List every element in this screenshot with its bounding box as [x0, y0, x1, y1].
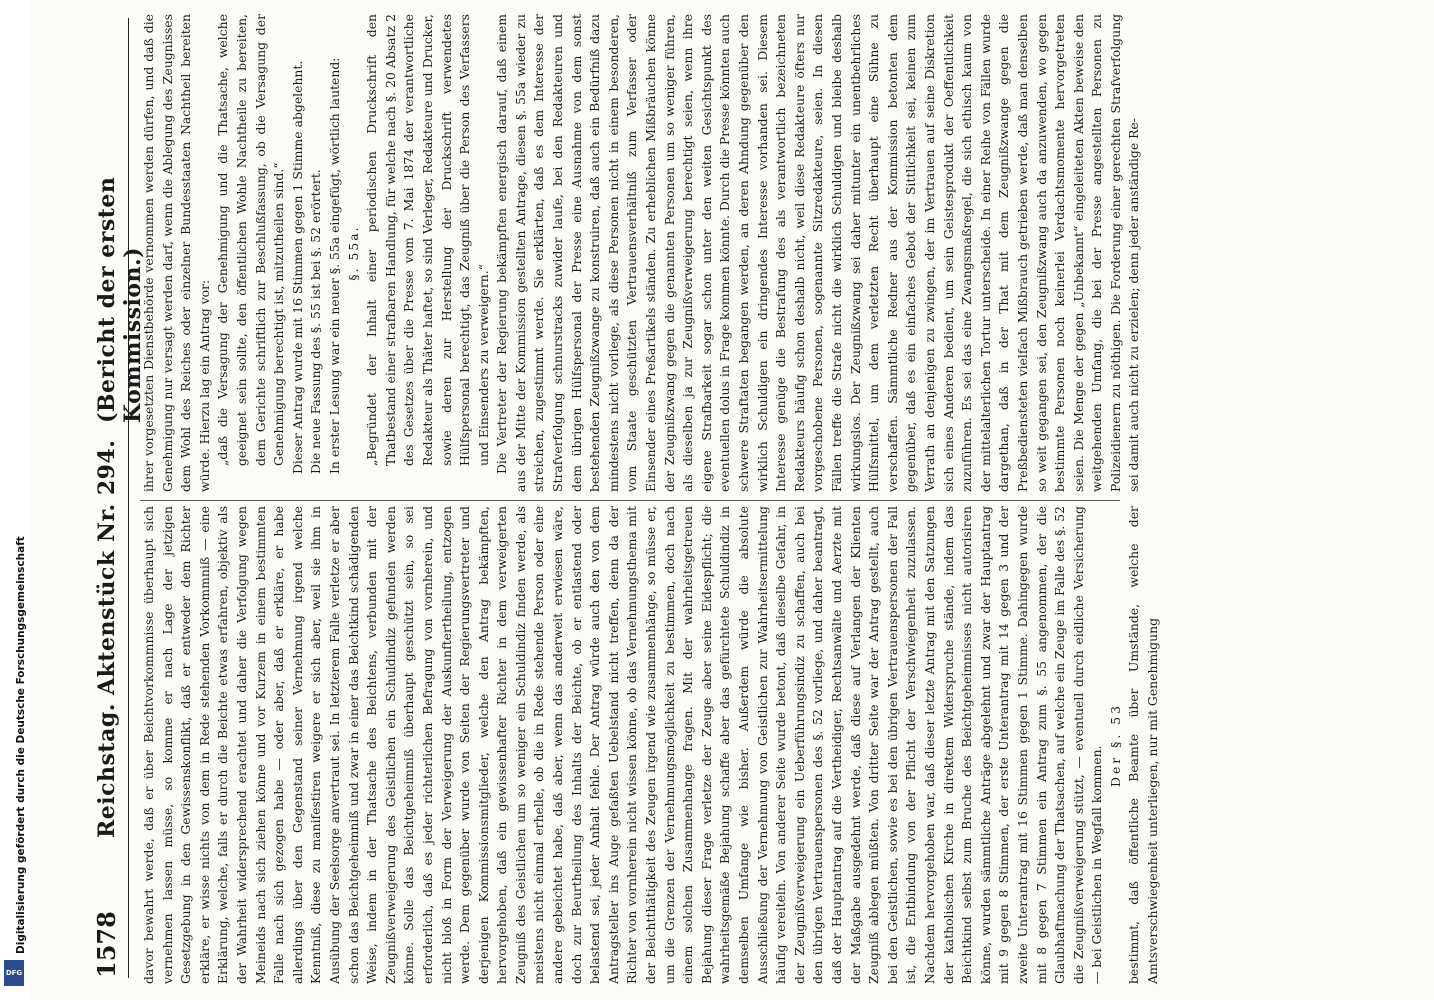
right-paragraph-1: ihrer vorgesetzten Dienstbehörde vernommen werden dürfen, und daß die Genehmigung nur versagt werden darf, wenn die Ablegung des Zeugnisses dem Wohl des Reiches oder einzelner Bundesstaaten Nachtheil bereiten würde. Hierzu lag ein Antrag vor: [141, 14, 212, 492]
dfg-logo-icon: DFG [4, 960, 24, 986]
rotated-document-page [88, 0, 1161, 1000]
running-subtitle: (Bericht der ersten Kommission.) [94, 176, 146, 423]
section-heading-53: Der §. 53 [1107, 703, 1123, 787]
right-paragraph-4: In erster Lesung war ein neuer §. 55a eingefügt, wörtlich lautend: [326, 57, 342, 474]
page-header [88, 18, 146, 978]
column-divider [140, 500, 1120, 501]
left-paragraph-1: davor bewahrt werde, daß er über Beichtvorkommnisse überhaupt sich vernehmen lassen müsse, so komme er nach Lage der jetzigen Gesetzgebung in den Gewissenskonflikt, daß er entweder dem Richter erkläre, er wisse nichts von dem in Rede stehenden Vorkommniß — eine Erklärung, welche, falls er durch die Beichte etwas erfahren, objektiv als der Wahrheit widersprechend erachtet und daher die Verfolgung wegen Meineids nach sich ziehen könne und vor Kurzem in einem bestimmten Falle nach sich gezogen habe — oder aber, daß er erkläre, er habe allerdings über den Gegenstand seiner Vernehmung irgend welche Kenntniß, diese zu manifestiren weigere er sich aber, weil sie ihm in Ausübung der Seelsorge anvertraut sei. In letzterem Falle verletze er aber schon das Beichtgeheimniß und zwar in einer das Beichtkind schädigenden Weise, indem in der Thatsache des Beichtens, verbunden mit der Zeugnißverweigerung des Geistlichen ein Schuldindiz gefunden werden könne. Solle das Beichtgeheimniß überhaupt geschützt sein, so sei erforderlich, daß es jeder richterlichen Befragung von vornherein, und nicht bloß in Form der Verweigerung der Auskunftertheilung, entzogen werde. Dem gegenüber wurde von Seiten der Regierungsvertreter und derjenigen Kommissionsmitglieder, welche den Antrag bekämpften, hervorgehoben, daß ein gewissenhafter Richter in dem verweigerten Zeugniß des Geistlichen um so weniger ein Schuldindiz finden werde, als meistens nicht einmal erhelle, ob die in Rede stehende Person oder eine andere gebeichtet habe, daß aber, wenn das anderweit erwiesen wäre, doch zur Beurtheilung des Inhalts der Beichte, ob er entlastend oder belastend sei, jeder Anhalt fehle. Der Antrag würde auch den von dem Antragsteller ins Auge gefaßten Uebelstand nicht treffen, denn da der Richter von vornherein nicht wissen könne, ob das Vernehmungsthema mit der Beichtthätigkeit des Zeugen irgend wie zusammenhänge, so müsse er, um die Grenzen der Vernehmungsmöglichkeit zu bestimmen, doch nach einem solchen Zusammenhange fragen. Mit der wahrheitsgetreuen Bejahung dieser Frage verletze der Zeuge aber seine Eidespflicht; die wahrheitsgemäße Bejahung schaffe aber das gefürchtete Schuldindiz in demselben Umfange wie bisher. Außerdem würde die absolute Ausschließung der Vernehmung von Geistlichen zur Wahrheitsermittelung häufig vereiteln. Von anderer Seite wurde betont, daß dieselbe Gefahr, in der Zeugnißverweigerung ein Ueberführungsindiz zu schaffen, auch bei den übrigen Vertrauenspersonen des §. 52 vorliege, und daher beantragt, daß der Hauptantrag auf die Vertheidiger, Rechtsanwälte und Aerzte mit der Maßgabe ausgedehnt werde, daß diese auf Verlangen der Klienten Zeugniß ablegen müßten. Von dritter Seite war der Antrag gestellt, auch bei den Geistlichen, sowie es bei den übrigen Vertrauenspersonen der Fall ist, die Entbindung von der Pflicht der Verschwiegenheit zuzulassen. Nachdem hervorgehoben war, daß dieser letzte Antrag mit den Satzungen der katholischen Kirche in direktem Widerspruche stände, indem das Beichtkind selbst zum Bruche des Beichtgeheimnisses nicht autorisiren könne, wurden sämmtliche Anträge abgelehnt und zwar der Hauptantrag mit 9 gegen 8 Stimmen, der erste Unterantrag mit 14 gegen 3 und der zweite Unterantrag mit 16 Stimmen gegen 1 Stimme. Dahingegen wurde mit 8 gegen 7 Stimmen ein Antrag zum §. 55 angenommen, der die Glaubhaftmachung der Thatsachen, auf welche ein Zeuge im Falle des §. 52 die Zeugnißverweigerung stützt, — eventuell durch eidliche Versicherung — bei Geistlichen in Wegfall kommen. [141, 506, 1105, 984]
motion-quote: „daß die Versagung der Genehmigung und die Thatsache, welche geeignet sein sollte, den öffentlichen Wohle Nachtheile zu bereiten, dem Gerichte schriftlich zur Beschlußfassung, ob die Versagung der Genehmigung berechtigt ist, mitzutheilen sind.“ [215, 14, 287, 466]
right-paragraph-5: Die Vertreter der Regierung bekämpften energisch darauf, daß einem aus der Mitte der Kommission gestellten Antrage, diesen §. 55a wieder zu streichen, zugestimmt werde. Sie erklärten, daß es dem Interesse der Strafverfolgung schnurstracks zuwider laufe, bei den Redakteuren und dem übrigen Hülfspersonal der Presse eine Ausnahme von dem sonst bestehenden Zeugnißzwange zu konstruiren, daß auch ein Bedürfniß dazu mindestens nicht vorliege, als diese Personen nicht in einem besonderen, vom Staate geschützten Vertrauensverhältniß zum Verfasser oder Einsender eines Preßartikels ständen. Zu erheblichen Mißbräuchen könne der Zeugnißzwang gegen die genannten Personen um so weniger führen, als dieselben ja zur Zeugnißverweigerung berechtigt seien, wenn ihre eigene Strafbarkeit sogar schon unter den weiten Gesichtspunkt des eventuellen dolus in Frage kommen könnte. Durch die Presse könnten auch schwere Straftaten begangen werden, an deren Ahndung gegenüber den wirklich Schuldigen ein dringendes Interesse vorhanden sei. Diesem Interesse genüge die Bestrafung des als verantwortlich bezeichneten Redakteurs häufig schon deshalb nicht, weil diese Redakteure öfters nur vorgeschobene Personen, sogenannte Sitzredakteure, seien. In diesen Fällen treffe die Strafe nicht die wirklich Schuldigen und bleibe deshalb wirkungslos. Der Zeugnißzwang sei daher mitunter ein unentbehrliches Hülfsmittel, um dem verletzten Recht überhaupt eine Sühne zu verschaffen. Sämmtliche Redner aus der Kommission betonten dem gegenüber, daß es ein einfaches Gebot der Sittlichkeit sei, keinen zum Verrath an denjenigen zu zwingen, der im Vertrauen auf seine Diskretion sich eines Anderen bedient, um sein Geistesprodukt der Oeffentlichkeit zuzuführen. Es sei das eine Zwangsmaßregel, die sich ethisch kaum von der mittelalterlichen Tortur unterscheide. In einer Reihe von Fällen wurde dargethan, daß in der That mit dem Zeugnißzwange gegen die Preßbediensteten vielfach Mißbrauch getrieben werde, daß man denselben so weit gegangen sei, den Zeugnißzwang auch da anzuwenden, wo gegen bestimmte Personen noch keinerlei Verdachtsmomente hervorgetreten seien. Die Menge der gegen „Unbekannt“ eingeleiteten Akten beweise den weitgehenden Umfang, die bei der Presse angestellten Personen zu Polizeidienern zu nöthigen. Die Forderung einer gerechten Strafverfolgung sei damit auch nicht zu erzielen; denn jeder anständige Re- [494, 14, 1142, 492]
left-column [140, 506, 1161, 984]
digitization-sidebar [0, 0, 30, 1000]
right-paragraph-2: Dieser Antrag wurde mit 16 Stimmen gegen 1 Stimme abgelehnt. [289, 60, 305, 474]
section-heading-55a: §. 55a. [345, 225, 361, 281]
digitization-credit: Digitalisierung gefördert durch die Deutsche Forschungsgemeinschaft [15, 536, 27, 954]
page-number: 1578 [92, 911, 121, 978]
running-title: Reichstag. Aktenstück Nr. 294. [94, 439, 120, 838]
right-paragraph-3: Die neue Fassung des §. 55 ist bei §. 52 erörtert. [308, 169, 324, 474]
left-paragraph-2: bestimmt, daß öffentliche Beamte über Umstände, welche der Amtsverschwiegenheit unterliegen, nur mit Genehmigung [1126, 506, 1161, 984]
right-column [140, 14, 1142, 492]
section-55a-quote: „Begründet der Inhalt einer periodischen Druckschrift den Thatbestand einer strafbaren Handlung, für welche nach §. 20 Absatz 2 des Gesetzes über die Presse vom 7. Mai 1874 der verantwortliche Redakteur als Thäter haftet, so sind Verleger, Redakteure und Drucker, sowie deren zur Herstellung der Druckschrift verwendetes Hülfspersonal berechtigt, das Zeugniß über die Person des Verfassers und Einsenders zu verweigern.“ [364, 14, 491, 466]
